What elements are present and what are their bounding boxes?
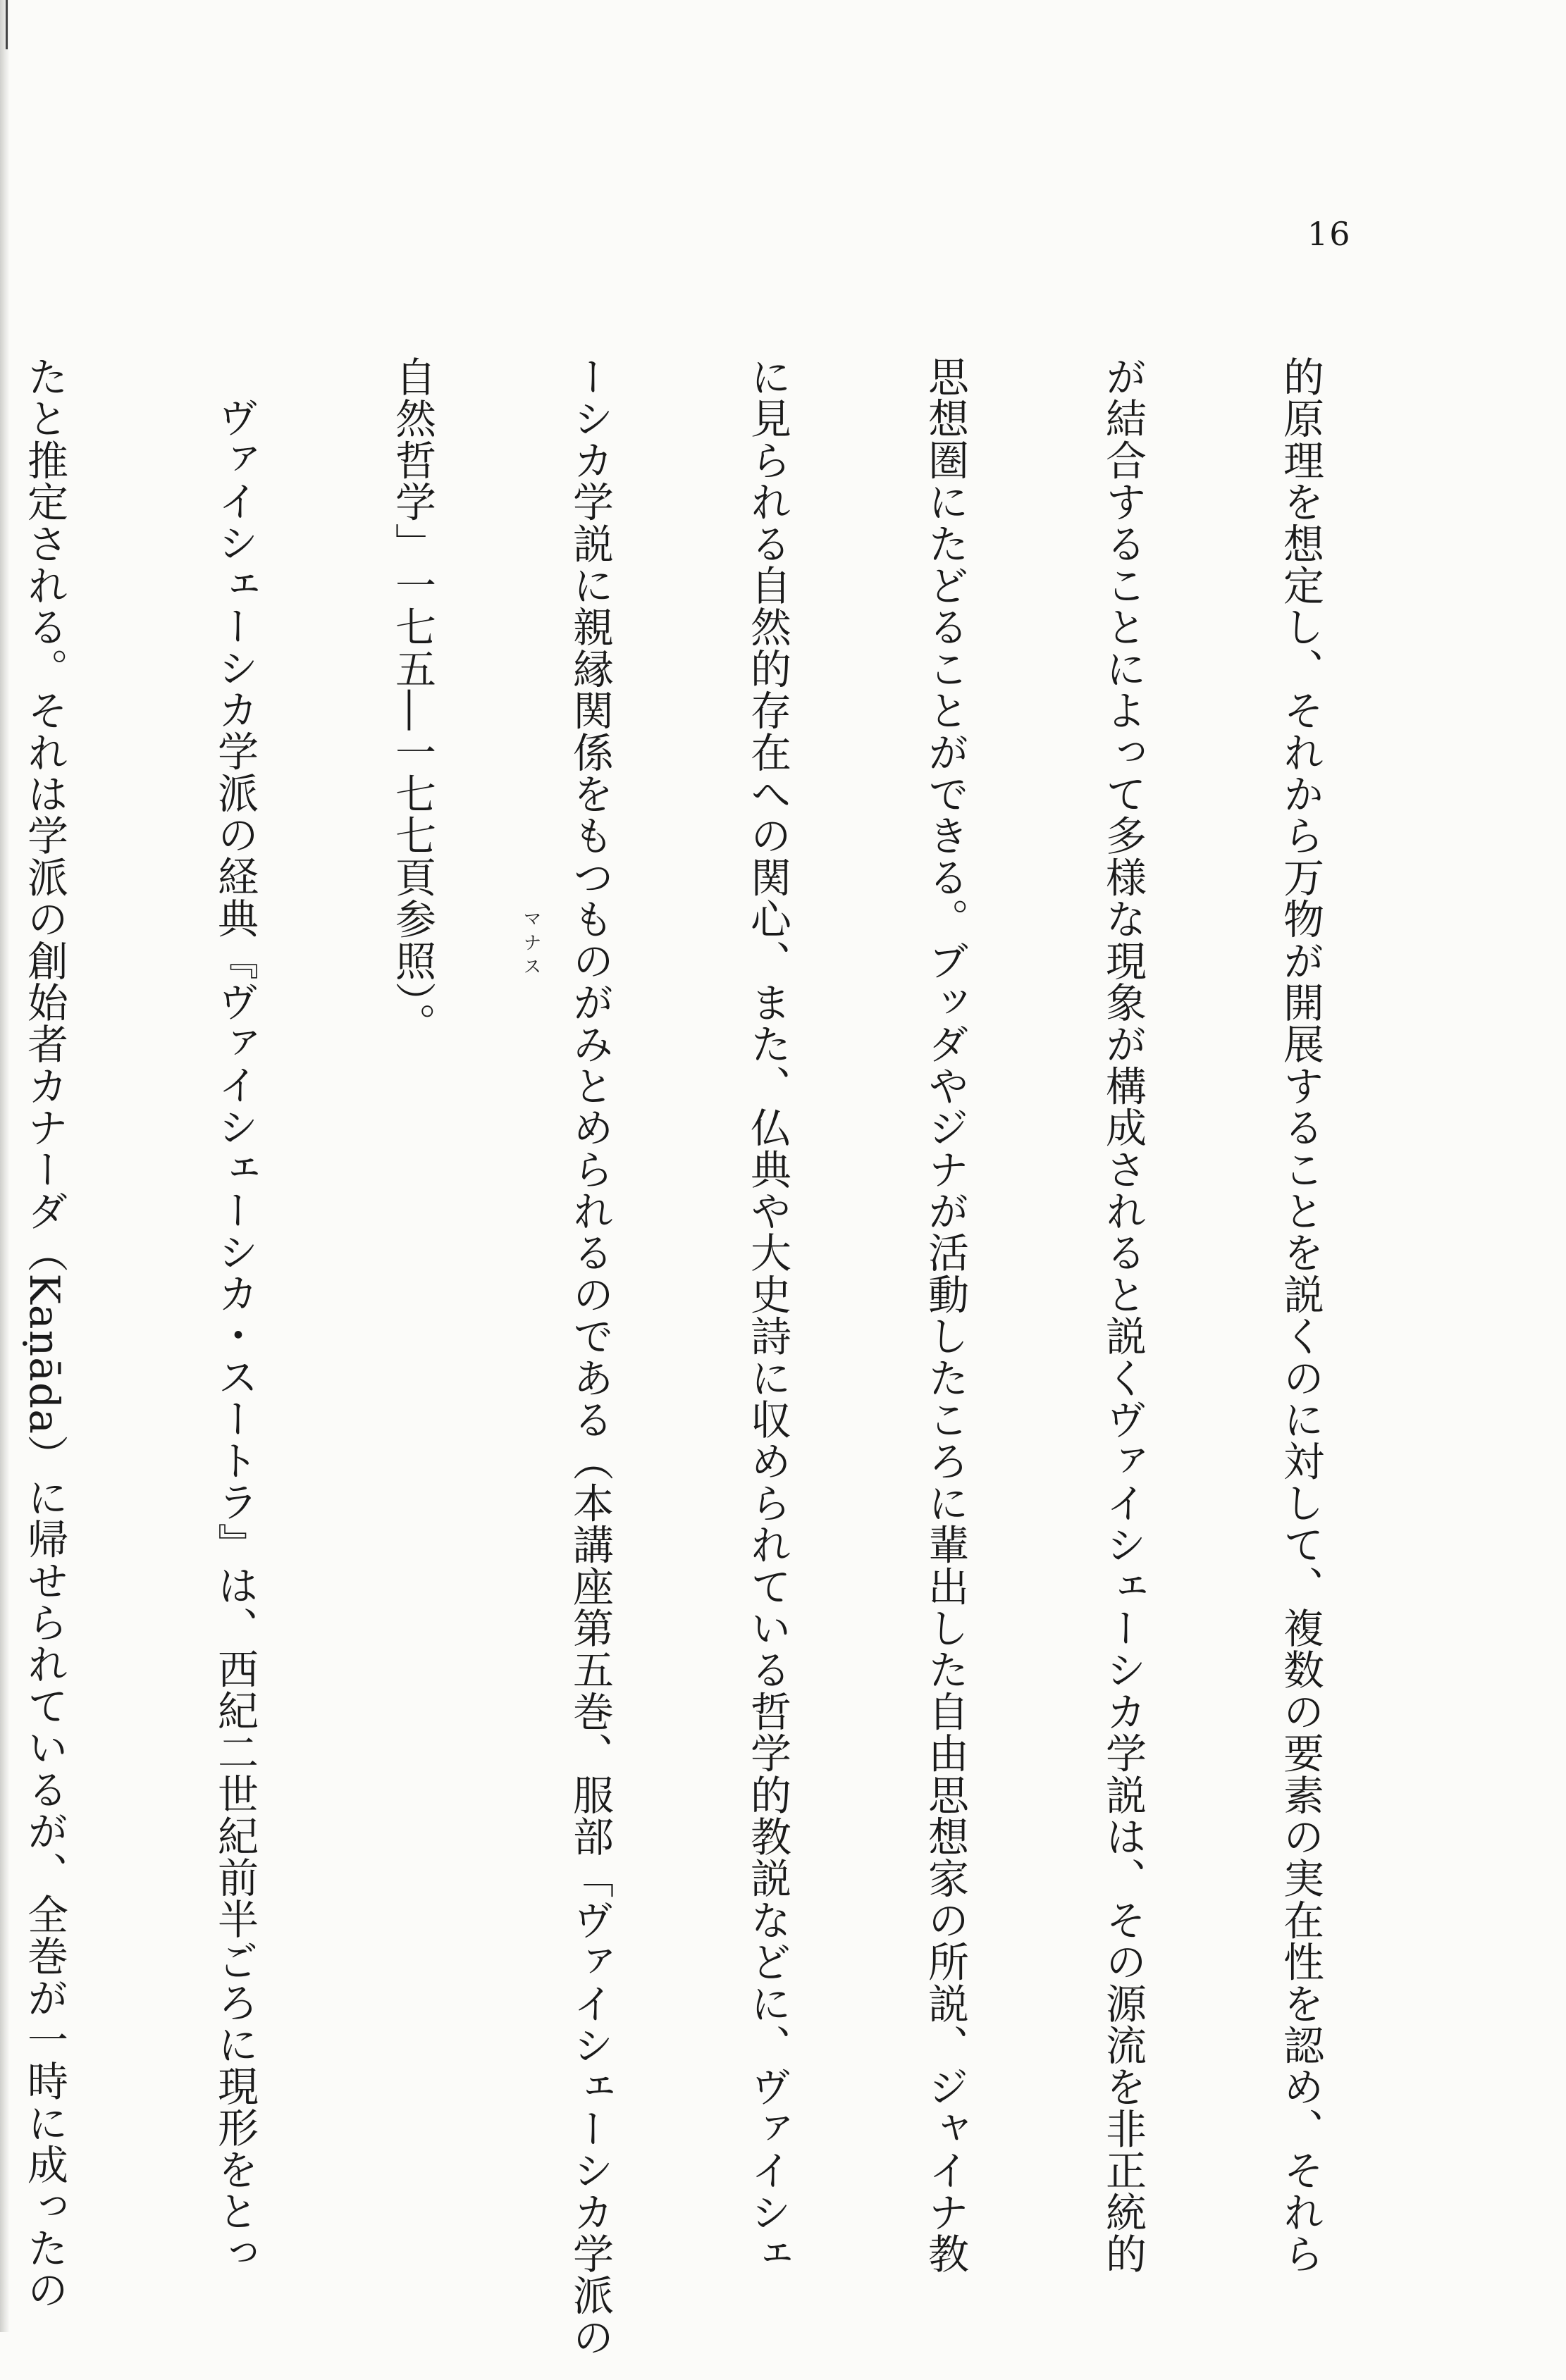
text-line: 自然哲学」一七五―一七七頁参照）。: [388, 356, 436, 1045]
ruby-annotation-manas: マナス: [520, 909, 541, 981]
text-line: たと推定される。それは学派の創始者カナーダ（Kaṇāda）に帰せられているが、全巻が一時に成ったの: [20, 356, 68, 2311]
text-line: が結合することによって多様な現象が構成されると説くヴァイシェーシカ学説は、その源流を非正統的: [1099, 356, 1147, 2275]
text-line: に見られる自然的存在への関心、また、仏典や大史詩に収められている哲学的教説などに、ヴァイシェ: [744, 356, 791, 2275]
page-number: 16: [1307, 215, 1352, 253]
text-line-paragraph-start: ヴァイシェーシカ学派の経典『ヴァイシェーシカ・スートラ』は、西紀二世紀前半ごろに現形をとっ: [211, 397, 259, 2274]
text-line: 思想圏にたどることができる。ブッダやジナが活動したころに輩出した自由思想家の所説、ジャイナ教: [921, 356, 969, 2275]
vertical-text-body: [20, 356, 1448, 2358]
text-line: ーシカ学説に親縁関係をもつものがみとめられるのである（本講座第五巻、服部「ヴァイシェーシカ学派の: [566, 356, 614, 2358]
scan-edge-mark: [6, 0, 8, 49]
text-line: 的原理を想定し、それから万物が開展することを説くのに対して、複数の要素の実在性を認め、それら: [1276, 356, 1324, 2275]
